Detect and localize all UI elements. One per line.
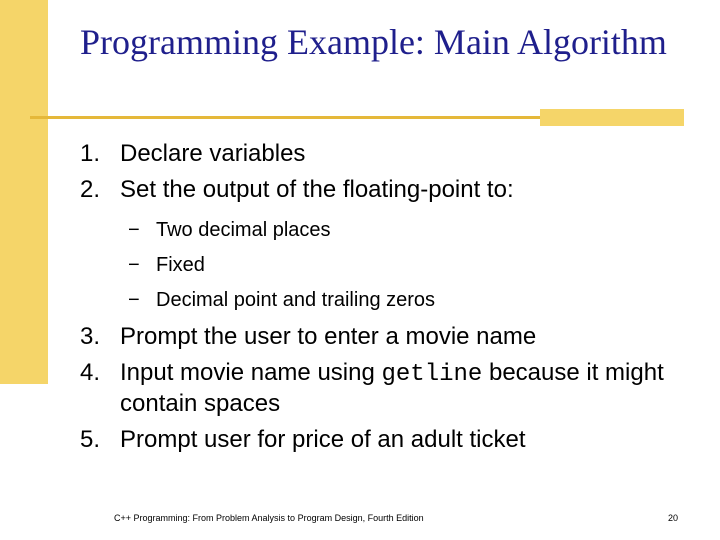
list-item [80,322,720,351]
list-text-pre: Input movie name using [120,359,382,386]
list-item [80,358,720,418]
list-item [80,139,514,168]
dash-bullet: − [128,219,140,241]
list-item [80,425,720,454]
list-number: 1. [80,140,101,167]
list-text: Prompt user for price of an adult ticket [120,426,526,453]
list-number: 4. [80,359,101,386]
title-underline-block [540,109,684,126]
list-text-post: because it might contain spaces [120,359,664,417]
list-number: 2. [80,176,101,203]
sub-list-item [128,288,435,312]
list-item [80,175,514,204]
list-number: 5. [80,426,101,453]
list-text: Prompt the user to enter a movie name [120,323,537,350]
code-getline: getline [381,361,483,388]
dash-bullet: − [128,289,140,311]
list-text: Set the output of the floating-point to: [120,176,514,203]
dash-bullet: − [128,254,140,276]
sub-list-text: Fixed [156,254,205,276]
sub-list-item [128,218,435,242]
sub-list-item [128,253,435,277]
footer-text: C++ Programming: From Problem Analysis to Program Design, Fourth Edition [114,513,424,523]
page-number: 20 [667,513,678,523]
slide-title: Programming Example: Main Algorithm [80,22,667,62]
list-text: Declare variables [120,140,306,167]
left-accent-bar [0,0,48,384]
list-number: 3. [80,323,101,350]
sub-list-text: Two decimal places [156,219,331,241]
sub-list [128,218,435,323]
sub-list-text: Decimal point and trailing zeros [156,289,436,311]
main-list-bottom [80,322,720,461]
main-list-top [80,139,514,211]
